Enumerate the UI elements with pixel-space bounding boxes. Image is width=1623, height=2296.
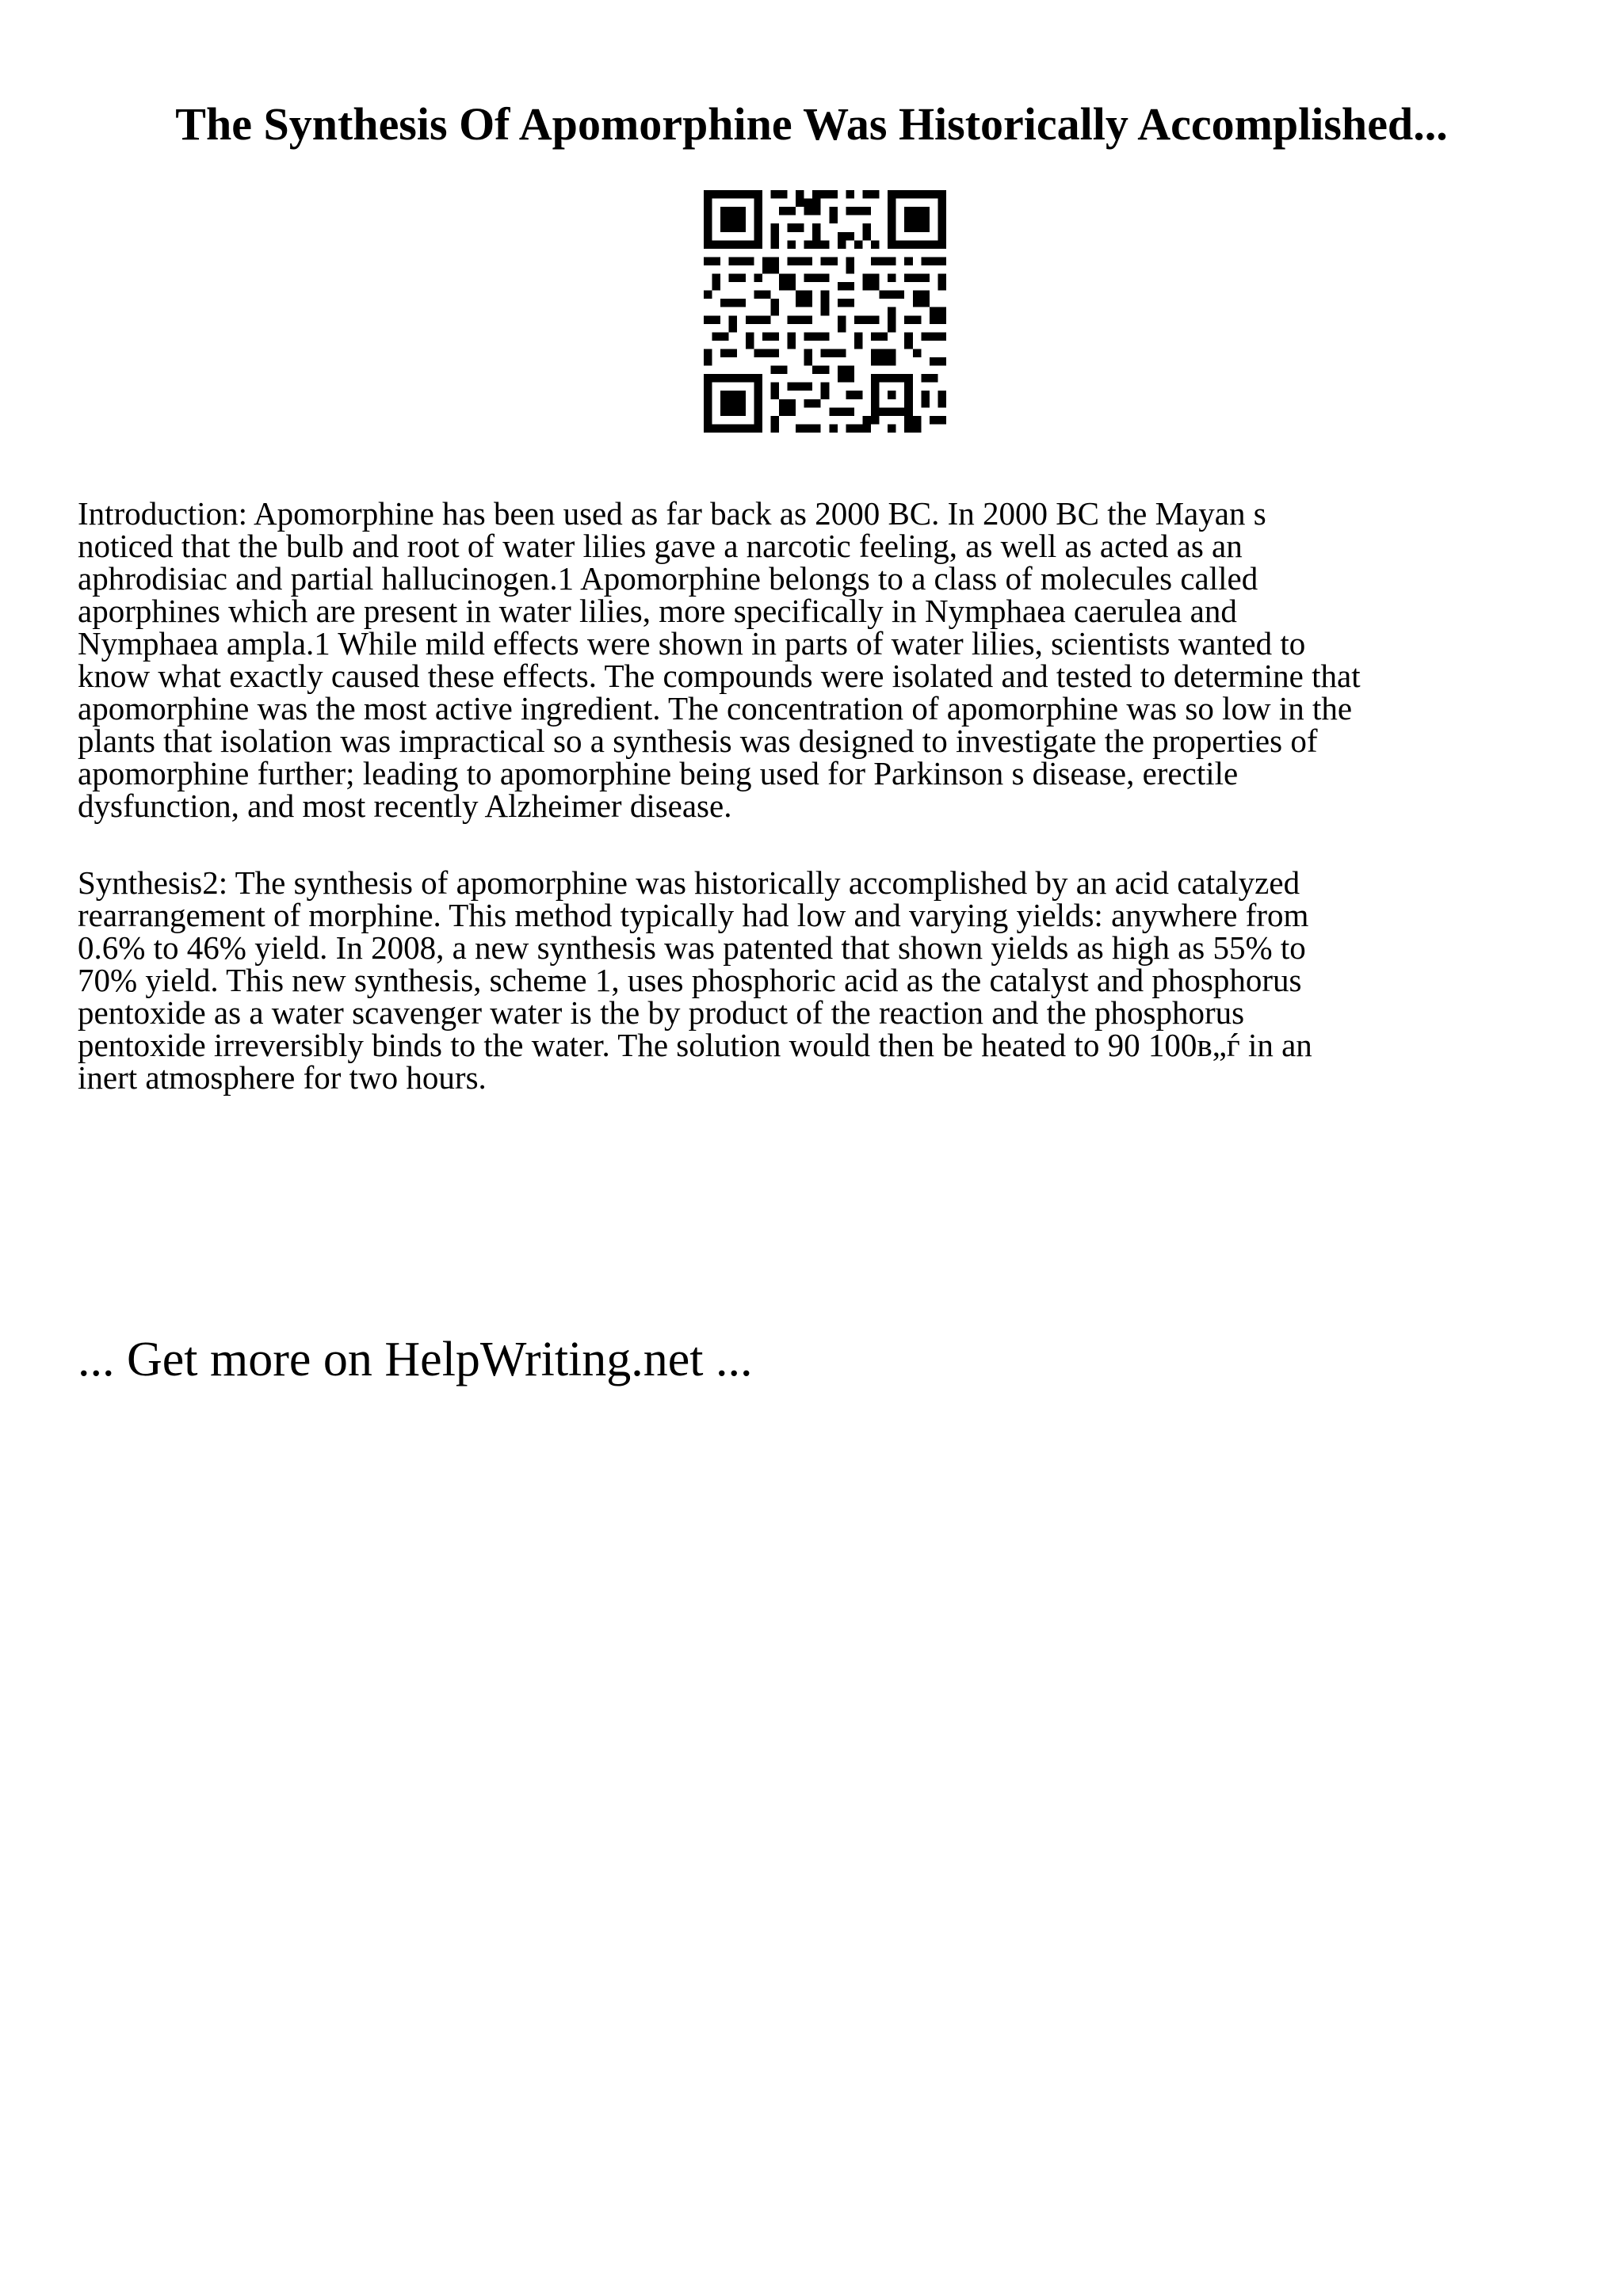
text-line: aporphines which are present in water lilies, more specifically in Nymphaea caerulea and: [78, 593, 1237, 629]
get-more-link[interactable]: ... Get more on HelpWriting.net ...: [78, 1333, 753, 1386]
text-line: know what exactly caused these effects. The compounds were isolated and tested to determine that: [78, 658, 1361, 694]
text-line: Introduction: Apomorphine has been used as far back as 2000 BC. In 2000 BC the Mayan s: [78, 495, 1266, 532]
article-body: [78, 495, 1568, 1138]
text-line: 0.6% to 46% yield. In 2008, a new synthesis was patented that shown yields as high as 55% to: [78, 929, 1306, 966]
text-line: noticed that the bulb and root of water lilies gave a narcotic feeling, as well as acted as an: [78, 528, 1243, 564]
text-line: dysfunction, and most recently Alzheimer disease.: [78, 788, 732, 824]
text-line: plants that isolation was impractical so a synthesis was designed to investigate the properties of: [78, 723, 1318, 759]
paragraph-introduction: [78, 495, 1568, 824]
text-line: pentoxide irreversibly binds to the water. The solution would then be heated to 90 100в„ѓ in an: [78, 1027, 1312, 1063]
text-line: pentoxide as a water scavenger water is the by product of the reaction and the phosphorus: [78, 994, 1245, 1031]
text-line: apomorphine was the most active ingredient. The concentration of apomorphine was so low in the: [78, 690, 1353, 727]
page-title: The Synthesis Of Apomorphine Was Historically Accomplished...: [175, 98, 1448, 150]
paragraph-synthesis: [78, 864, 1568, 1096]
text-line: Synthesis2: The synthesis of apomorphine was historically accomplished by an acid catalyzed: [78, 864, 1300, 901]
text-line: aphrodisiac and partial hallucinogen.1 Apomorphine belongs to a class of molecules called: [78, 560, 1258, 597]
text-line: apomorphine further; leading to apomorphine being used for Parkinson s disease, erectile: [78, 755, 1239, 791]
text-line: 70% yield. This new synthesis, scheme 1, uses phosphoric acid as the catalyst and phosphorus: [78, 962, 1302, 998]
text-line: rearrangement of morphine. This method typically had low and varying yields: anywhere from: [78, 897, 1309, 933]
qr-code-graphic: [704, 190, 946, 433]
qr-code-icon[interactable]: [704, 190, 946, 433]
text-line: inert atmosphere for two hours.: [78, 1059, 487, 1096]
text-line: Nymphaea ampla.1 While mild effects were shown in parts of water lilies, scientists wanted to: [78, 625, 1306, 662]
